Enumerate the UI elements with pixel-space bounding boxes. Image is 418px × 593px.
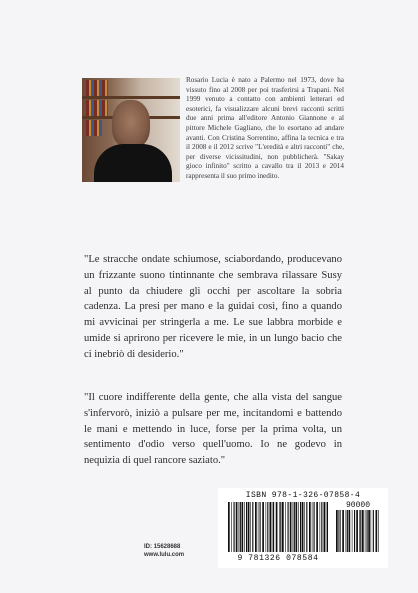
barcode-bar (240, 502, 241, 552)
barcode-bar (280, 502, 281, 552)
barcode-bar (359, 510, 360, 552)
barcode-bar (260, 502, 261, 552)
barcode-bar (298, 502, 299, 552)
barcode-bar (346, 510, 347, 552)
barcode-bar (362, 510, 364, 552)
barcode-bar (373, 510, 374, 552)
barcode-bar (312, 502, 313, 552)
barcode-bar (282, 502, 284, 552)
ean-number: 9 781326 078584 (237, 554, 319, 563)
barcode-bar (262, 502, 264, 552)
barcode-bar (326, 502, 327, 552)
barcode-bar (285, 502, 286, 552)
barcode-bar (255, 502, 257, 552)
barcode-bar (378, 510, 379, 552)
barcode-bar (288, 502, 289, 552)
barcode-bar (236, 502, 238, 552)
barcode-bar (336, 510, 338, 552)
barcode-bar (242, 502, 244, 552)
barcode-bar (239, 502, 240, 552)
barcode-bar (324, 502, 326, 552)
barcode-bar (316, 502, 318, 552)
author-bio: Rosario Lucia è nato a Palermo nel 1973, dove ha vissuto fino al 2008 per poi trasferirsi a Trapani. Nel 1999 venuto a contatto con ambienti letterari ed esoterici, fa visualizzare alcuni brevi racconti scritti due anni prima all'editore Antonio Giannone e al pittore Michele Gagliano, che lo esortano ad andare avanti. Con Cristina Sorrentino, affina la tecnica e tra il 2008 e il 2012 scrive "L'eredità e altri racconti" che, per diverse vicissitudini, non pubblicherà. "Sakay gioco infinito" scritto a cavallo tra il 2013 e 2014 rappresenta il suo primo inedito. (186, 76, 344, 180)
barcode-bar (306, 502, 307, 552)
barcode-bar (347, 510, 348, 552)
barcode-bar (270, 502, 272, 552)
barcode-bar (314, 502, 315, 552)
barcode-bar (342, 510, 344, 552)
barcode-bar (293, 502, 294, 552)
barcode-bar (234, 502, 235, 552)
barcode-bar (266, 502, 267, 552)
barcode-bar (349, 510, 351, 552)
barcode-bar (302, 502, 304, 552)
barcode-bar (304, 502, 305, 552)
barcode-bar (248, 502, 250, 552)
barcode-bar (365, 510, 366, 552)
barcode-bar (367, 510, 368, 552)
isbn-barcode (218, 488, 388, 568)
barcode-bar (228, 502, 230, 552)
barcode-bar (376, 510, 378, 552)
barcode-bar (273, 502, 274, 552)
barcode-bar (231, 502, 232, 552)
barcode-bar (244, 502, 245, 552)
barcode-bar (360, 510, 361, 552)
isbn-text: ISBN 978-1-326-07858-4 (245, 491, 361, 500)
barcode-bar (371, 510, 372, 552)
barcode-bar (352, 510, 353, 552)
barcode-bar (258, 502, 259, 552)
barcode-bar (294, 502, 295, 552)
barcode-bar (296, 502, 298, 552)
price-addon-number: 90000 (345, 501, 370, 510)
publisher-url: www.lulu.com (144, 552, 185, 558)
barcode-bar (279, 502, 280, 552)
barcode-bar (354, 510, 355, 552)
lulu-id: ID: 15628688 (144, 544, 181, 550)
barcode-bar (320, 502, 321, 552)
excerpt-quote-2: "Il cuore indifferente della gente, che alla vista del sangue s'infervorò, iniziò a pulsare per me, incitandomi e battendo le mani e mettendo in luce, forse per la prima volta, un sentimento d'odio verso quell'uomo. Io ne godevo in nequizia di quel rancore saziato." (84, 392, 342, 467)
excerpt-quote-1: "Le stracche ondate schiumose, sciabordando, producevano un frizzante suono tintinnante che sembrava rilassare Susy al punto da chiudere gli occhi per ascoltare la sobria cadenza. La presi per mano e la guidai così, fino a quando mi avvicinai per stringerla a me. Le sue labbra morbide e umide si aprirono per ricevere le mie, in un lungo bacio che ci inebriò di desiderio." (84, 254, 342, 360)
barcode-bar (321, 502, 322, 552)
barcode-bar (267, 502, 268, 552)
barcode-bar (309, 502, 311, 552)
barcode-bar (290, 502, 292, 552)
barcode-bar (356, 510, 358, 552)
barcode-bar (272, 502, 273, 552)
barcode-bar (250, 502, 251, 552)
barcode-bar (338, 510, 339, 552)
barcode-bar (276, 502, 278, 552)
ean-barcode-bars (228, 502, 328, 552)
barcode-bar (252, 502, 253, 552)
author-photo (82, 78, 180, 182)
barcode-bar (368, 510, 370, 552)
addon-barcode-bars (336, 510, 380, 552)
barcode-bar (300, 502, 301, 552)
barcode-bar (340, 510, 341, 552)
barcode-bar (327, 502, 328, 552)
barcode-bar (246, 502, 247, 552)
